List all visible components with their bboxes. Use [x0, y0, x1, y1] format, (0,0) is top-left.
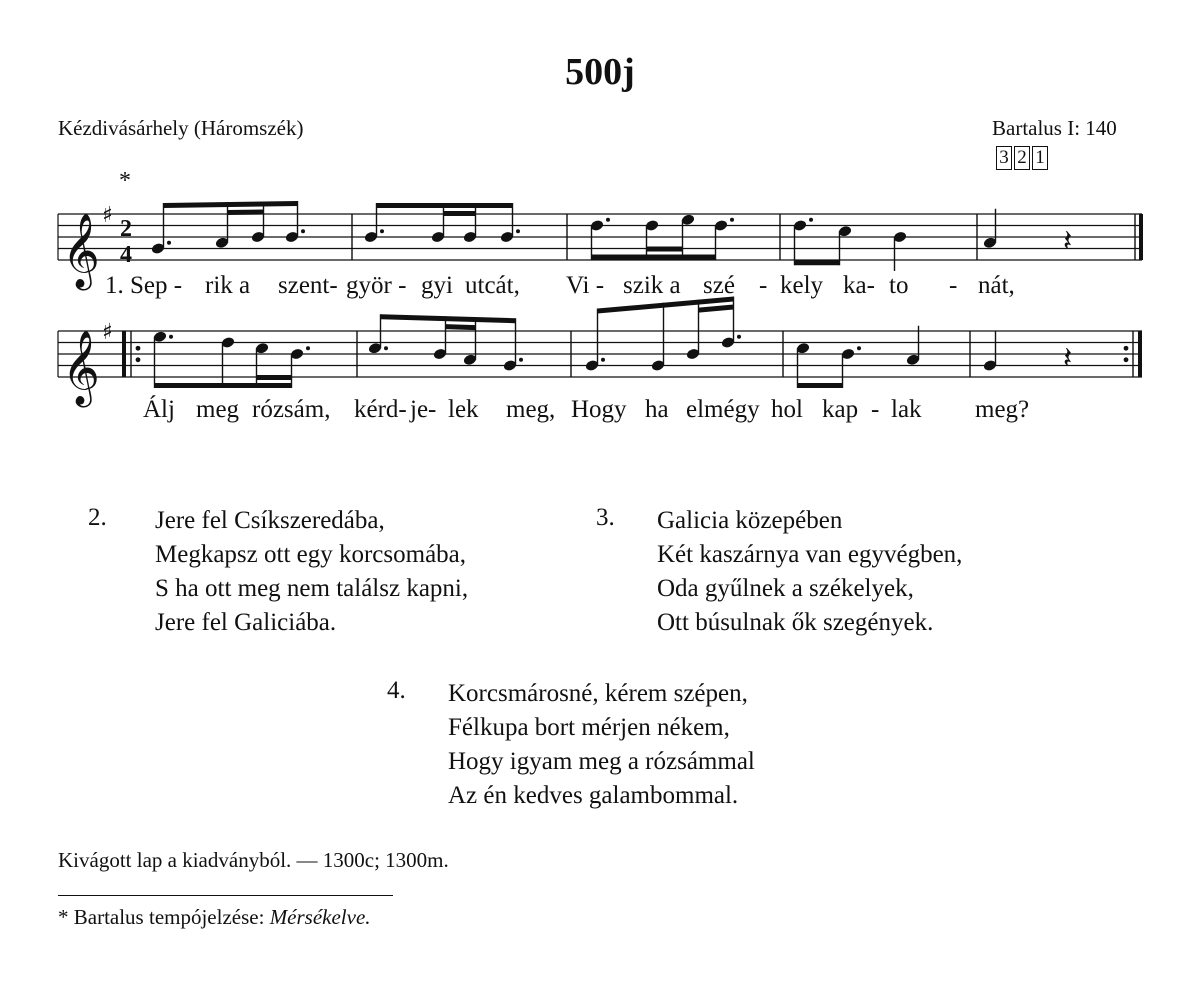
sharp-icon: ♯: [102, 203, 113, 228]
note-dot: [606, 218, 610, 222]
lyric-syllable: gyi: [421, 272, 453, 299]
repeat-dot: [1124, 357, 1129, 362]
note-dot: [730, 218, 734, 222]
song-origin: Kézdivásárhely (Háromszék): [58, 116, 304, 140]
note-dot: [857, 346, 861, 350]
lyric-syllable: hol: [771, 396, 803, 423]
note-dot: [306, 346, 310, 350]
lyric-syllable: Hogy: [571, 396, 627, 423]
verse-line: Ott búsulnak ők szegények.: [657, 609, 934, 636]
note-dot: [601, 358, 605, 362]
lyric-syllable: -: [949, 272, 958, 299]
footnote-divider: [58, 895, 393, 896]
form-box: 2: [1014, 146, 1030, 170]
footnote-tempo: Mérsékelve.: [269, 905, 371, 929]
final-bar: [1138, 331, 1142, 377]
footnote-text: Bartalus tempójelzése:: [73, 905, 270, 929]
lyric-syllable: szent-: [278, 272, 338, 299]
lyric-syllable: Vi -: [566, 272, 605, 299]
lyric-syllable: kérd-: [354, 396, 407, 423]
repeat-thick-bar: [122, 331, 126, 377]
verse-line: S ha ott meg nem találsz kapni,: [155, 575, 469, 602]
verse-line: Jere fel Csíkszeredába,: [155, 507, 385, 534]
lyric-syllable: utcát,: [465, 272, 520, 299]
lyric-syllable: ka-: [843, 272, 875, 299]
quarter-rest-icon: 𝄽: [1063, 340, 1073, 376]
sub-beam: [647, 247, 683, 252]
lyric-syllable: nát,: [978, 272, 1015, 299]
verse-line: Jere fel Galiciába.: [155, 609, 337, 636]
lyric-syllable: meg: [196, 396, 240, 423]
beam: [377, 203, 513, 208]
time-signature-top: 2: [120, 216, 132, 242]
lyric-syllable: -: [871, 396, 880, 423]
form-box: 3: [996, 146, 1012, 170]
note-dot: [169, 335, 173, 339]
lyric-syllable: -: [759, 272, 768, 299]
lyric-syllable: szik a: [623, 272, 681, 299]
music-notation: [0, 0, 1200, 450]
lyric-syllable: elmégy: [686, 396, 760, 423]
verse-line: Oda gyűlnek a székelyek,: [657, 575, 914, 602]
note-dot: [519, 358, 523, 362]
verse-4: [448, 677, 755, 813]
lyric-syllable: lek: [448, 396, 479, 423]
verse-line: Hogy igyam meg a rózsámmal: [448, 748, 755, 775]
sharp-icon: ♯: [102, 320, 113, 345]
verse-line: Az én kedves galambommal.: [448, 782, 739, 809]
beam: [155, 383, 292, 388]
lyric-syllable: to: [889, 272, 909, 299]
beam: [592, 255, 716, 260]
lyric-syllable: Álj: [143, 396, 175, 423]
lyric-syllable: kely: [780, 272, 824, 299]
staff-2: [58, 297, 1142, 409]
page-title: 500j: [565, 51, 635, 93]
lyric-syllable: szé: [703, 272, 735, 299]
sub-beam: [446, 324, 476, 330]
verse-number: 2.: [88, 504, 107, 531]
lyric-syllable: kap: [822, 396, 859, 423]
repeat-dot: [1124, 346, 1129, 351]
repeat-dot: [136, 357, 141, 362]
sub-beam: [699, 305, 734, 313]
note-dot: [516, 229, 520, 233]
verse-line: Korcsmárosné, kérem szépen,: [448, 680, 748, 707]
lyric-syllable: je-: [410, 396, 437, 423]
treble-clef-icon: 𝄞: [62, 214, 100, 288]
lyric-syllable: györ -: [346, 272, 407, 299]
note-dot: [809, 218, 813, 222]
sub-beam: [228, 210, 264, 216]
verse-3: [657, 504, 962, 640]
beam: [164, 201, 298, 208]
verse-line: Megkapsz ott egy korcsomába,: [155, 541, 467, 568]
note-dot: [737, 335, 741, 339]
lyric-syllable: meg?: [975, 396, 1030, 423]
note-dot: [380, 229, 384, 233]
caption: Kivágott lap a kiadványból. — 1300c; 1300m.: [58, 848, 449, 872]
footnote: [58, 905, 371, 930]
footnote-mark: *: [119, 168, 131, 194]
verse-number: 4.: [387, 677, 406, 704]
sub-beam: [257, 375, 292, 380]
time-signature-bottom: 4: [120, 242, 132, 268]
beam: [795, 260, 840, 265]
quarter-rest-icon: 𝄽: [1063, 223, 1073, 259]
lyric-syllable: rózsám,: [252, 396, 331, 423]
final-bar: [1139, 214, 1143, 260]
verse-number: 3.: [596, 504, 615, 531]
lyric-syllable: 1. Sep -: [105, 272, 183, 299]
note-dot: [167, 241, 171, 245]
sub-beam: [444, 211, 476, 216]
lyric-syllable: rik a: [205, 272, 251, 299]
verse-2: [155, 504, 468, 640]
lyric-syllable: lak: [891, 396, 922, 423]
beam: [381, 314, 516, 323]
treble-clef-icon: 𝄞: [62, 331, 100, 405]
source-reference: Bartalus I: 140: [992, 116, 1117, 140]
verse-line: Két kaszárnya van egyvégben,: [657, 541, 963, 568]
note-dot: [384, 346, 388, 350]
note-dot: [301, 229, 305, 233]
footnote-mark: *: [58, 905, 69, 929]
verse-line: Galicia közepében: [657, 507, 843, 534]
repeat-dot: [136, 346, 141, 351]
beam: [798, 383, 843, 388]
lyric-syllable: ha: [645, 396, 669, 423]
lyric-syllable: meg,: [506, 396, 556, 423]
verse-line: Félkupa bort mérjen nékem,: [448, 714, 730, 741]
form-box: 1: [1032, 146, 1048, 170]
